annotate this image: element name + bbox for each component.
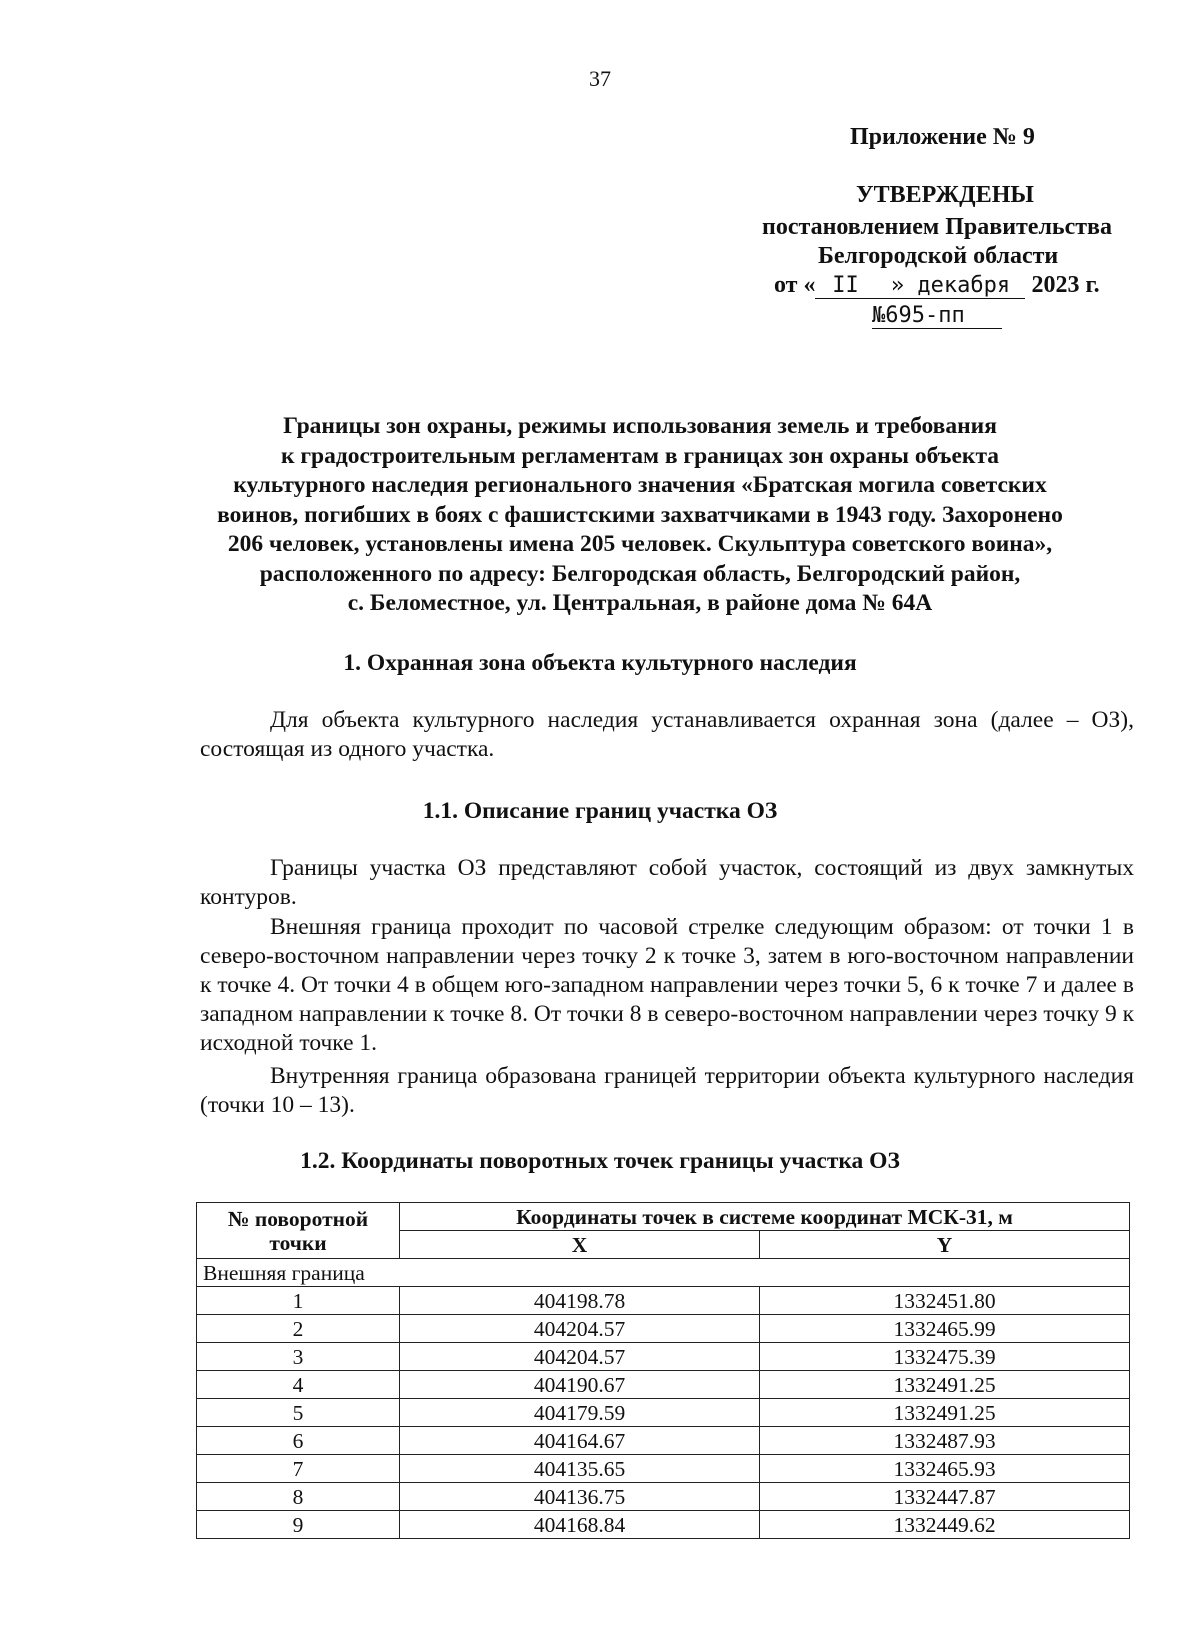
annex-label: Приложение № 9 bbox=[850, 124, 1035, 150]
x-value: 404179.59 bbox=[400, 1399, 760, 1427]
x-value: 404204.57 bbox=[400, 1343, 760, 1371]
table-row bbox=[197, 1511, 1130, 1539]
approval-line-2: Белгородской области bbox=[818, 243, 1059, 269]
section-1-1-paragraph-3: Внутренняя граница образована границей территории объекта культурного наследия (точки 10 – 13). bbox=[200, 1063, 1134, 1118]
page-number: 37 bbox=[589, 66, 611, 91]
point-number: 5 bbox=[197, 1399, 400, 1427]
coordinates-header: Координаты точек в системе координат МСК-31, м bbox=[400, 1203, 1130, 1231]
x-value: 404190.67 bbox=[400, 1371, 760, 1399]
point-number: 7 bbox=[197, 1455, 400, 1483]
y-value: 1332475.39 bbox=[760, 1343, 1130, 1371]
table-row bbox=[197, 1455, 1130, 1483]
point-number: 8 bbox=[197, 1483, 400, 1511]
approval-date bbox=[774, 272, 1100, 299]
title-line: культурного наследия регионального значения «Братская могила советских bbox=[233, 472, 1047, 498]
resolution-number: №695-пп bbox=[872, 303, 1002, 329]
table-row bbox=[197, 1371, 1130, 1399]
section-1-1-paragraph-2: Внешняя граница проходит по часовой стрелке следующим образом: от точки 1 в северо-восточном направлении через точку 2 к точке 3, затем в юго-восточном направлении к точке 4. От точки 4 в общем юго-западном направлении через точки 5, 6 к точке 7 и далее в западном направлении к точке 8. От точки 8 в северо-восточном направлении через точку 9 к исходной точке 1. bbox=[200, 914, 1134, 1056]
title-line: к градостроительным регламентам в границах зон охраны объекта bbox=[280, 442, 1000, 469]
date-year: 2023 г. bbox=[1031, 272, 1100, 298]
y-value: 1332447.87 bbox=[760, 1483, 1130, 1511]
title-line: Границы зон охраны, режимы использования земель и требования bbox=[283, 413, 997, 439]
section-1-heading: 1. Охранная зона объекта культурного наследия bbox=[343, 650, 857, 676]
table-row bbox=[197, 1427, 1130, 1455]
group-label: Внешняя граница bbox=[197, 1259, 1130, 1287]
point-number-header: № поворотной точки bbox=[197, 1203, 400, 1259]
point-number: 3 bbox=[197, 1343, 400, 1371]
y-value: 1332451.80 bbox=[760, 1287, 1130, 1315]
point-number: 4 bbox=[197, 1371, 400, 1399]
approval-number bbox=[872, 302, 1002, 329]
title-line: с. Беломестное, ул. Центральная, в районе дома № 64А bbox=[347, 590, 933, 616]
x-value: 404135.65 bbox=[400, 1455, 760, 1483]
x-value: 404136.75 bbox=[400, 1483, 760, 1511]
point-number: 1 bbox=[197, 1287, 400, 1315]
date-day: II bbox=[815, 273, 875, 299]
group-row bbox=[197, 1259, 1130, 1287]
x-value: 404198.78 bbox=[400, 1287, 760, 1315]
date-month: » декабря bbox=[875, 273, 1025, 299]
section-1-paragraph: Для объекта культурного наследия устанавливается охранная зона (далее – ОЗ), состоящая из одного участка. bbox=[200, 707, 1134, 762]
x-value: 404204.57 bbox=[400, 1315, 760, 1343]
x-value: 404168.84 bbox=[400, 1511, 760, 1539]
point-number: 9 bbox=[197, 1511, 400, 1539]
approval-line-1: постановлением Правительства bbox=[762, 214, 1113, 240]
x-value: 404164.67 bbox=[400, 1427, 760, 1455]
y-value: 1332465.93 bbox=[760, 1455, 1130, 1483]
title-line: расположенного по адресу: Белгородская область, Белгородский район, bbox=[259, 560, 1021, 587]
y-value: 1332465.99 bbox=[760, 1315, 1130, 1343]
y-value: 1332491.25 bbox=[760, 1399, 1130, 1427]
table-row bbox=[197, 1287, 1130, 1315]
coordinates-table bbox=[196, 1202, 1130, 1539]
point-number: 2 bbox=[197, 1315, 400, 1343]
table-row bbox=[197, 1483, 1130, 1511]
section-1-1-paragraph-1: Границы участка ОЗ представляют собой участок, состоящий из двух замкнутых контуров. bbox=[200, 855, 1134, 910]
table-row bbox=[197, 1315, 1130, 1343]
table-row bbox=[197, 1399, 1130, 1427]
section-1-1-heading: 1.1. Описание границ участка ОЗ bbox=[422, 798, 778, 824]
y-header: Y bbox=[760, 1231, 1130, 1259]
x-header: X bbox=[400, 1231, 760, 1259]
title-line: воинов, погибших в боях с фашистскими захватчиками в 1943 году. Захоронено bbox=[217, 501, 1063, 528]
section-1-2-heading: 1.2. Координаты поворотных точек границы участка ОЗ bbox=[300, 1148, 900, 1174]
point-number: 6 bbox=[197, 1427, 400, 1455]
y-value: 1332491.25 bbox=[760, 1371, 1130, 1399]
document-title bbox=[190, 412, 1090, 619]
title-line: 206 человек, установлены имена 205 человек. Скульптура советского воина», bbox=[227, 531, 1053, 557]
y-value: 1332449.62 bbox=[760, 1511, 1130, 1539]
y-value: 1332487.93 bbox=[760, 1427, 1130, 1455]
approved-label: УТВЕРЖДЕНЫ bbox=[856, 182, 1034, 208]
date-prefix: от « bbox=[774, 272, 816, 298]
table-row bbox=[197, 1343, 1130, 1371]
